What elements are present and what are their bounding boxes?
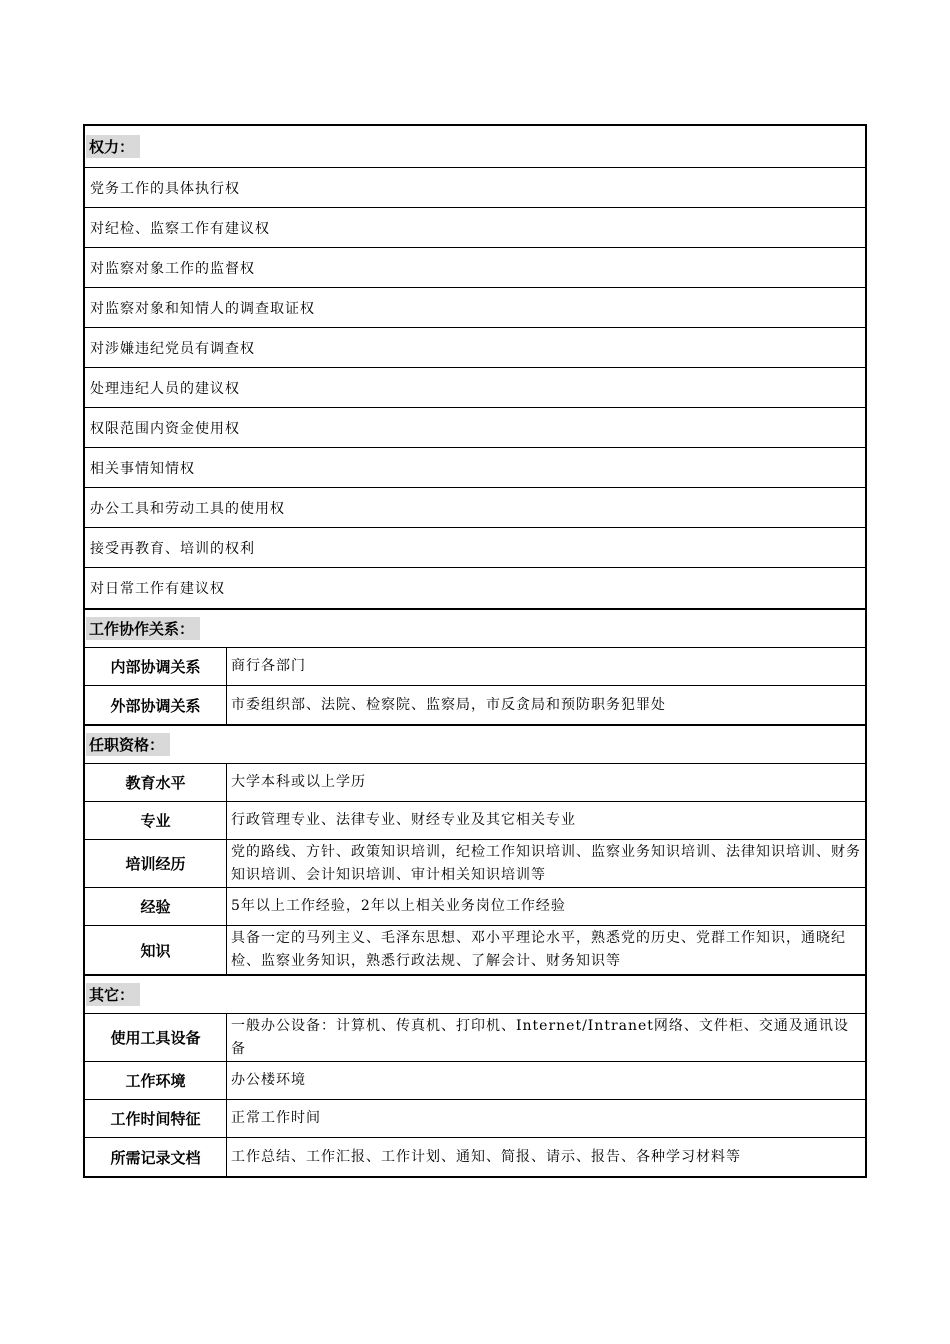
row-label: 教育水平 (85, 764, 227, 801)
table-row (85, 764, 865, 802)
list-item: 权限范围内资金使用权 (85, 408, 865, 448)
table-row (85, 926, 865, 974)
row-label: 知识 (85, 926, 227, 974)
list-item: 相关事情知情权 (85, 448, 865, 488)
section-title: 其它： (86, 983, 140, 1006)
table-row (85, 802, 865, 840)
list-item: 对监察对象和知情人的调查取证权 (85, 288, 865, 328)
row-label: 工作时间特征 (85, 1100, 227, 1137)
table-row (85, 1014, 865, 1062)
row-value: 一般办公设备：计算机、传真机、打印机、Internet/Intranet网络、文件柜、交通及通讯设备 (231, 1017, 849, 1057)
row-value: 办公楼环境 (231, 1072, 306, 1088)
job-description-table (83, 124, 867, 1178)
row-value: 正常工作时间 (231, 1110, 321, 1126)
row-value: 5年以上工作经验，2年以上相关业务岗位工作经验 (231, 898, 566, 914)
row-label: 专业 (85, 802, 227, 839)
table-row (85, 1100, 865, 1138)
table-row (85, 686, 865, 724)
row-label: 所需记录文档 (85, 1138, 227, 1176)
list-item: 对监察对象工作的监督权 (85, 248, 865, 288)
list-item: 接受再教育、培训的权利 (85, 528, 865, 568)
table-row (85, 1062, 865, 1100)
section-header-power (85, 126, 865, 168)
row-label: 培训经历 (85, 840, 227, 887)
table-row (85, 648, 865, 686)
row-value: 市委组织部、法院、检察院、监察局，市反贪局和预防职务犯罪处 (231, 696, 666, 713)
row-value: 党的路线、方针、政策知识培训，纪检工作知识培训、监察业务知识培训、法律知识培训、财务知识培训、会计知识培训、审计相关知识培训等 (231, 843, 861, 883)
list-item: 对日常工作有建议权 (90, 581, 225, 597)
section-header-other (85, 974, 865, 1014)
list-item: 办公工具和劳动工具的使用权 (85, 488, 865, 528)
table-row (85, 888, 865, 926)
list-item: 处理违纪人员的建议权 (85, 368, 865, 408)
section-title: 工作协作关系： (86, 617, 200, 640)
section-title: 任职资格： (86, 733, 170, 756)
row-label: 工作环境 (85, 1062, 227, 1099)
section-header-qualification (85, 724, 865, 764)
row-label: 内部协调关系 (85, 648, 227, 685)
row-value: 大学本科或以上学历 (231, 774, 366, 790)
table-row (85, 1138, 865, 1176)
list-item: 党务工作的具体执行权 (85, 168, 865, 208)
row-label: 外部协调关系 (85, 686, 227, 724)
row-label: 经验 (85, 888, 227, 925)
row-value: 行政管理专业、法律专业、财经专业及其它相关专业 (231, 812, 576, 828)
row-value: 工作总结、工作汇报、工作计划、通知、简报、请示、报告、各种学习材料等 (231, 1148, 741, 1165)
section-title: 权力： (86, 135, 140, 158)
table-row (85, 840, 865, 888)
list-item: 对涉嫌违纪党员有调查权 (85, 328, 865, 368)
list-item: 对纪检、监察工作有建议权 (85, 208, 865, 248)
row-value: 商行各部门 (231, 658, 306, 674)
row-value: 具备一定的马列主义、毛泽东思想、邓小平理论水平，熟悉党的历史、党群工作知识，通晓纪检、监察业务知识，熟悉行政法规、了解会计、财务知识等 (231, 930, 846, 969)
section-header-cooperation (85, 608, 865, 648)
row-label: 使用工具设备 (85, 1014, 227, 1061)
